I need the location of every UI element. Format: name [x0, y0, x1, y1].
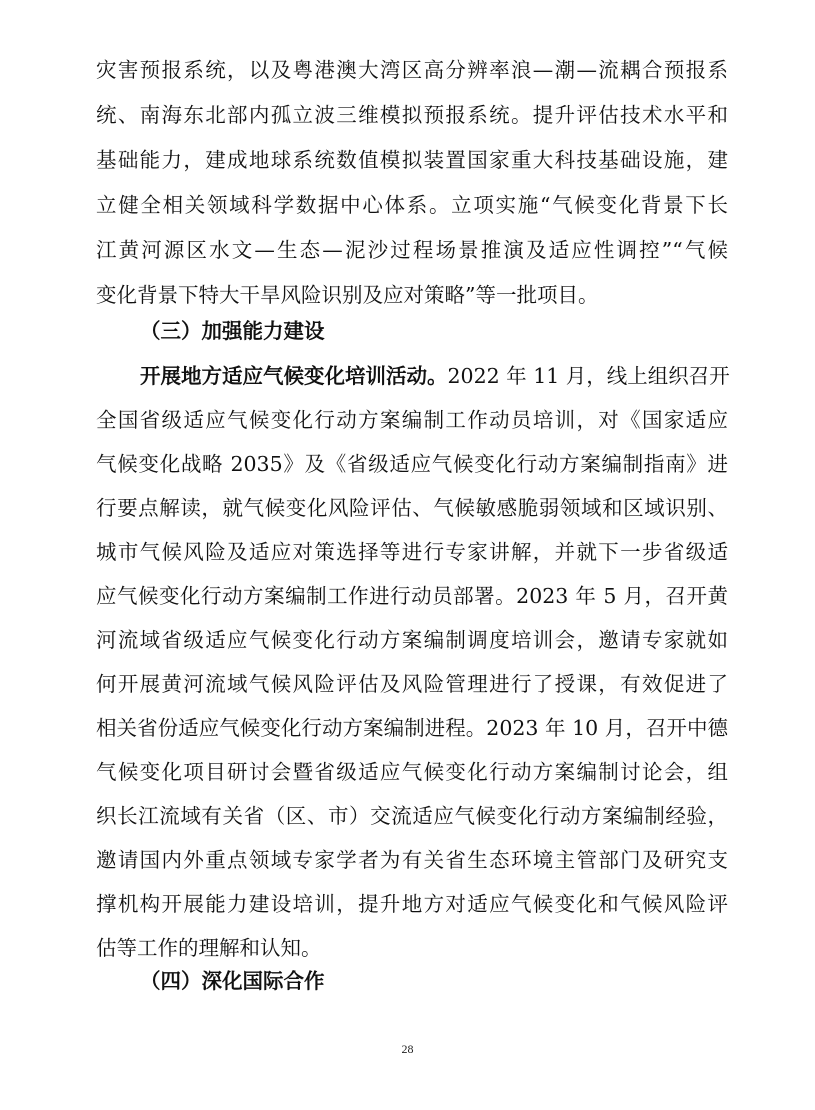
text-line: 何开展黄河流域气候风险评估及风险管理进行了授课，有效促进了: [96, 672, 728, 696]
text-line: 气候变化战略 2035》及《省级适应气候变化行动方案编制指南》进: [96, 452, 728, 476]
text-line: 撑机构开展能力建设培训，提升地方对适应气候变化和气候风险评: [96, 892, 728, 916]
text-line: 基础能力，建成地球系统数值模拟装置国家重大科技基础设施，建: [96, 148, 728, 172]
text-line: 应气候变化行动方案编制工作进行动员部署。2023 年 5 月，召开黄: [96, 584, 728, 608]
text-line: 相关省份适应气候变化行动方案编制进程。2023 年 10 月，召开中德: [96, 716, 728, 740]
text-line: 行要点解读，就气候变化风险评估、气候敏感脆弱领域和区域识别、: [96, 496, 728, 520]
text-line: 灾害预报系统，以及粤港澳大湾区高分辨率浪—潮—流耦合预报系: [96, 58, 728, 82]
text-line: 气候变化项目研讨会暨省级适应气候变化行动方案编制讨论会，组: [96, 760, 728, 784]
section-heading-international-cooperation: （四）深化国际合作: [140, 969, 325, 993]
text-line: 立健全相关领域科学数据中心体系。立项实施“气候变化背景下长: [96, 193, 728, 217]
section-heading-capacity-building: （三）加强能力建设: [140, 319, 325, 343]
text-line-first: [140, 361, 728, 391]
text-line: 估等工作的理解和认知。: [96, 936, 322, 960]
text-line: 城市气候风险及适应对策选择等进行专家讲解，并就下一步省级适: [96, 540, 728, 564]
text-span: 2022 年 11 月，线上组织召开: [447, 364, 730, 388]
text-line: 变化背景下特大干旱风险识别及应对策略”等一批项目。: [96, 283, 599, 307]
text-line: 织长江流域有关省（区、市）交流适应气候变化行动方案编制经验，: [96, 804, 728, 828]
text-line: 河流域省级适应气候变化行动方案编制调度培训会，邀请专家就如: [96, 628, 728, 652]
text-line: 江黄河源区水文—生态—泥沙过程场景推演及适应性调控”“气候: [96, 238, 728, 262]
text-line: 统、南海东北部内孤立波三维模拟预报系统。提升评估技术水平和: [96, 103, 728, 127]
text-line: 全国省级适应气候变化行动方案编制工作动员培训，对《国家适应: [96, 408, 728, 432]
text-line: 邀请国内外重点领域专家学者为有关省生态环境主管部门及研究支: [96, 848, 728, 872]
page-number: 28: [401, 1042, 414, 1056]
paragraph-lead-phrase: 开展地方适应气候变化培训活动。: [140, 364, 448, 388]
